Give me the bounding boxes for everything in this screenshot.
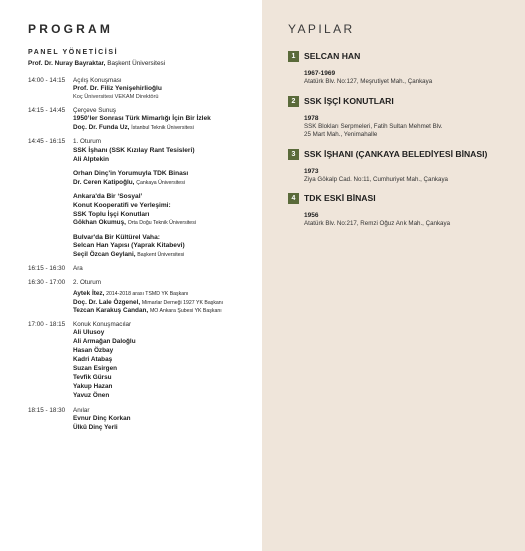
guest-list	[73, 329, 262, 400]
building-address: SSK Blokları Serpmeleri, Fatih Sultan Mehmet Blv.	[304, 122, 443, 130]
session-label: Açılış Konuşması	[73, 77, 122, 84]
speaker	[73, 307, 262, 315]
panel-title: PANEL YÖNETİCİSİ	[28, 49, 119, 56]
session-time: 17:00 - 18:15	[28, 321, 66, 329]
program-title: PROGRAM	[28, 22, 114, 36]
session-label: Anılar	[73, 406, 90, 414]
talk-title-line: Selcan Han Yapısı (Yaprak Kitabevi)	[73, 242, 185, 250]
speaker-name: Tezcan Karakuş Candan,	[73, 306, 149, 314]
building-item	[288, 149, 525, 185]
speaker-org: Mimarlar Derneği 1927 YK Başkanı	[141, 299, 224, 306]
speaker-org: Başkent Üniversitesi	[137, 251, 185, 258]
building-name: TDK ESKİ BİNASI	[304, 193, 376, 204]
guest-name: Ali Armağan Daloğlu	[73, 338, 136, 346]
talk-title-line: Konut Kooperatifi ve Yerleşimi:	[73, 201, 171, 209]
session-memories	[28, 406, 262, 433]
building-name: SSK İŞHANI (ÇANKAYA BELEDİYESİ BİNASI)	[304, 148, 488, 159]
speaker	[73, 179, 262, 187]
building-address: Ziya Gökalp Cad. No:11, Cumhuriyet Mah., Çankaya	[304, 175, 448, 183]
session-label: 2. Oturum	[73, 279, 101, 287]
session-framework	[28, 106, 262, 132]
speaker-name: Dr. Ceren Katipoğlu,	[73, 178, 135, 186]
building-year: 1967-1969	[304, 70, 336, 77]
building-year: 1978	[304, 114, 319, 122]
speaker-org: Orta Doğu Teknik Üniversitesi	[127, 220, 196, 227]
guest-name: Yakup Hazan	[73, 382, 113, 390]
building-number-badge: 1	[288, 51, 299, 62]
session-guests	[28, 320, 262, 400]
talk-title: SSK İşhanı (SSK Kızılay Rant Tesisleri)	[73, 147, 195, 155]
session-time: 16:15 - 16:30	[28, 265, 66, 273]
program-column	[0, 0, 262, 551]
session-label: Konuk Konuşmacılar	[73, 321, 132, 329]
speaker-name: Aytek İtez,	[73, 290, 105, 298]
guest-name: Kadri Atabaş	[73, 356, 113, 364]
session-label: 1. Oturum	[73, 138, 101, 146]
speaker-name: Gökhan Okumuş,	[73, 219, 126, 227]
moderator-name: Prof. Dr. Nuray Bayraktar,	[28, 60, 106, 67]
building-name: SELCAN HAN	[304, 51, 361, 61]
speaker-name: Prof. Dr. Filiz Yenişehirlioğlu	[73, 85, 162, 92]
building-item	[288, 96, 525, 140]
speaker-org: İstanbul Teknik Üniversitesi	[131, 124, 194, 131]
session-time: 14:45 - 16:15	[28, 138, 66, 146]
speaker-org: Çankaya Üniversitesi	[136, 179, 185, 186]
guest-name: Suzan Esirgen	[73, 365, 118, 372]
moderator	[28, 60, 262, 67]
session-time: 14:15 - 14:45	[28, 107, 66, 115]
session-opening	[28, 76, 262, 101]
guest-name: Tevfik Gürsu	[73, 373, 112, 381]
talk-title-line: Bulvar'da Bir Kültürel Vaha:	[73, 233, 160, 241]
speaker-org: Koç Üniversitesi VEKAM Direktörü	[73, 93, 159, 100]
session-break	[28, 264, 262, 273]
building-address: Atatürk Blv. No:217, Remzi Oğuz Arık Mah., Çankaya	[304, 220, 451, 228]
buildings-title: YAPILAR	[288, 22, 355, 36]
speaker	[73, 290, 262, 298]
talk-title-line: Ankara'da Bir ‘Sosyal’	[73, 193, 143, 201]
speaker-org: 2014-2018 arası TSMD YK Başkanı	[106, 291, 189, 298]
building-number-badge: 2	[288, 96, 299, 107]
session-time: 14:00 - 14:15	[28, 77, 66, 84]
session-2	[28, 278, 262, 315]
talk-title: 1950’ler Sonrası Türk Mimarlığı İçin Bir İzlek	[73, 115, 211, 123]
memory-speakers	[73, 415, 262, 433]
guest-name: Ali Ulusoy	[73, 329, 105, 337]
building-number-badge: 4	[288, 193, 299, 204]
session-label: Çerçeve Sunuş	[73, 107, 117, 115]
building-address: Atatürk Blv. No:127, Meşrutiyet Mah., Çankaya	[304, 78, 433, 85]
session-label: Ara	[73, 265, 83, 273]
speaker-name: Ali Alptekin	[73, 155, 110, 163]
building-item	[288, 51, 525, 87]
session-1	[28, 137, 262, 259]
speaker	[73, 251, 262, 259]
guest-name: Hasan Özbay	[73, 347, 114, 355]
session-time: 16:30 - 17:00	[28, 279, 66, 287]
speaker-org: MO Ankara Şubesi YK Başkanı	[149, 307, 222, 314]
building-name: SSK İŞÇİ KONUTLARI	[304, 95, 394, 106]
building-address-line2: 25 Mart Mah., Yenimahalle	[304, 131, 378, 139]
building-item	[288, 193, 525, 229]
buildings-column	[262, 0, 525, 551]
talk-title-line: SSK Toplu İşçi Konutları	[73, 210, 150, 218]
speaker-name: Ülkü Dinç Yerli	[73, 423, 118, 431]
speaker-name: Evnur Dinç Korkan	[73, 414, 131, 422]
building-number-badge: 3	[288, 149, 299, 160]
moderator-org: Başkent Üniversitesi	[107, 60, 166, 67]
building-year: 1973	[304, 167, 319, 175]
session-time: 18:15 - 18:30	[28, 406, 66, 414]
speaker-name: Seçil Özcan Geylani,	[73, 250, 136, 258]
building-year: 1956	[304, 212, 319, 220]
speaker-name: Doç. Dr. Funda Uz,	[73, 123, 130, 131]
guest-name: Yavuz Önen	[73, 391, 110, 399]
talk-title: Orhan Dinç'in Yorumuyla TDK Binası	[73, 170, 189, 178]
speaker	[73, 219, 262, 227]
speaker	[73, 124, 262, 132]
speaker	[73, 299, 262, 307]
speaker-name: Doç. Dr. Lale Özgenel,	[73, 298, 141, 306]
